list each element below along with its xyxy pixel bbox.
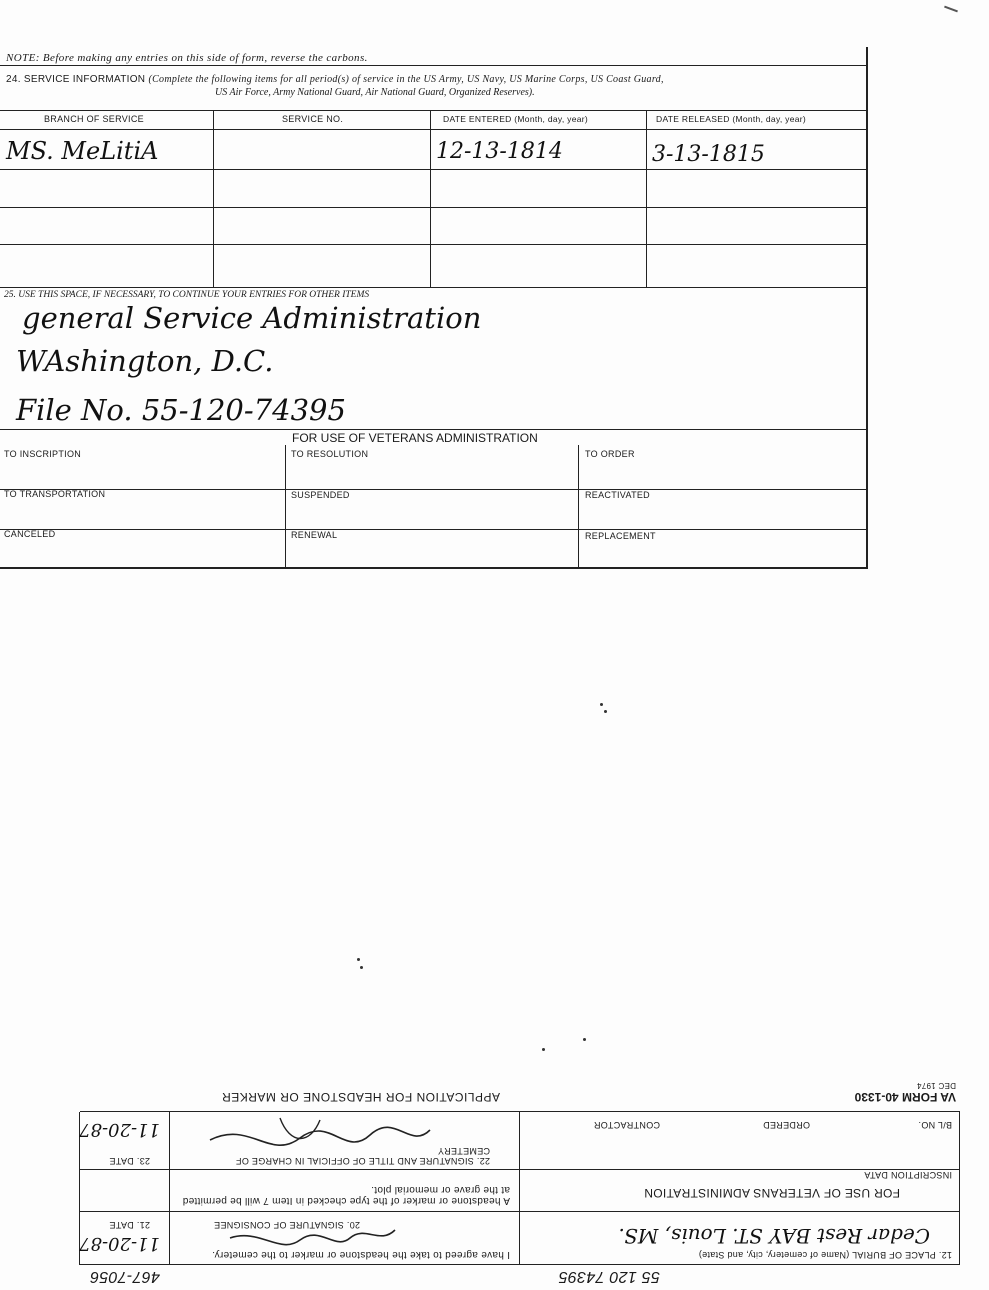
section25-line2: WAshington, D.C. [16,344,274,378]
speck [604,710,607,713]
permit-text: A headstone or marker of the type checked in Item 7 will be permitted at the grave or memorial plot. [182,1184,510,1206]
cell-suspended: SUSPENDED [291,490,350,500]
sig22-label: 22. SIGNATURE AND TITLE OF OFFICIAL IN CHARGE OF CEMETERY [235,1146,490,1166]
date21-value: 11-20-87 [79,1233,160,1254]
burial-value: Cedar Rest BAY ST. Louis, MS. [618,1224,930,1248]
sig20-label: 20. SIGNATURE OF CONSIGNEE [213,1220,360,1230]
form-number: VA FORM 40-1330 [854,1090,956,1104]
cell-renewal: RENEWAL [291,530,338,540]
speck [583,1038,586,1041]
section25-line1: general Service Administration [22,301,482,335]
cell-reactivated: REACTIVATED [585,490,650,500]
contractor-label: CONTRACTOR [593,1120,660,1130]
inscription-label: INSCRIPTION DATA [864,1170,952,1180]
cell-to-inscription: TO INSCRIPTION [4,449,82,459]
va-use-title: FOR USE OF VETERANS ADMINISTRATION [292,431,538,445]
column-header-branch: BRANCH OF SERVICE [44,114,144,124]
speck [542,1048,545,1051]
speck [360,966,363,969]
form-date: DEC 1974 [916,1081,956,1090]
date23-label: 23. DATE [109,1156,150,1166]
va-use-heading: FOR USE OF VETERANS ADMINISTRATION [643,1186,900,1200]
reverse-form-upside-down [60,1080,960,1290]
burial-label: 12. PLACE OF BURIAL (Name of cemetery, city, and State) [698,1250,952,1260]
scan-mark [944,6,958,13]
branch-value: MS. MeLitiA [6,137,159,165]
cell-to-order: TO ORDER [585,449,635,459]
section25-line3: File No. 55-120-74395 [16,393,346,427]
file-value: 55 120 74395 [558,1268,660,1285]
official-signature [190,1110,440,1150]
cell-to-transportation: TO TRANSPORTATION [4,489,106,499]
column-header-service-no: SERVICE NO. [282,114,344,124]
section25-title: 25. USE THIS SPACE, IF NECESSARY, TO CONTINUE YOUR ENTRIES FOR OTHER ITEMS [4,290,370,300]
column-header-date-entered: DATE ENTERED (Month, day, year) [443,114,589,124]
cell-replacement: REPLACEMENT [585,531,656,541]
phone-value: 467-7056 [89,1268,160,1285]
column-header-date-released: DATE RELEASED (Month, day, year) [656,114,807,124]
note-text: NOTE: Before making any entries on this side of form, reverse the carbons. [6,52,368,64]
ordered-label: ORDERED [762,1120,810,1130]
section24-instruction-line2: US Air Force, Army National Guard, Air National Guard, Organized Reserves). [215,87,535,98]
section24-title: 24. SERVICE INFORMATION (Complete the following items for all period(s) of service in the US Army, US Navy, US Marine Corps, US Coast Guard, [6,74,664,85]
bl-no-label: B/L NO. [918,1120,952,1130]
date21-label: 21. DATE [109,1220,150,1230]
cell-canceled: CANCELED [4,529,56,539]
form-title: APPLICATION FOR HEADSTONE OR MARKER [221,1090,500,1104]
speck [600,703,603,706]
speck [357,958,360,961]
agreed-text: I have agreed to take the headstone or marker to the cemetery. [211,1249,510,1260]
cell-to-resolution: TO RESOLUTION [291,449,369,459]
date-entered-value: 12-13-1814 [436,139,563,164]
service-information-form [0,47,868,569]
consignee-signature [200,1220,400,1250]
date23-value: 11-20-87 [79,1119,160,1140]
date-released-value: 3-13-1815 [652,142,765,167]
